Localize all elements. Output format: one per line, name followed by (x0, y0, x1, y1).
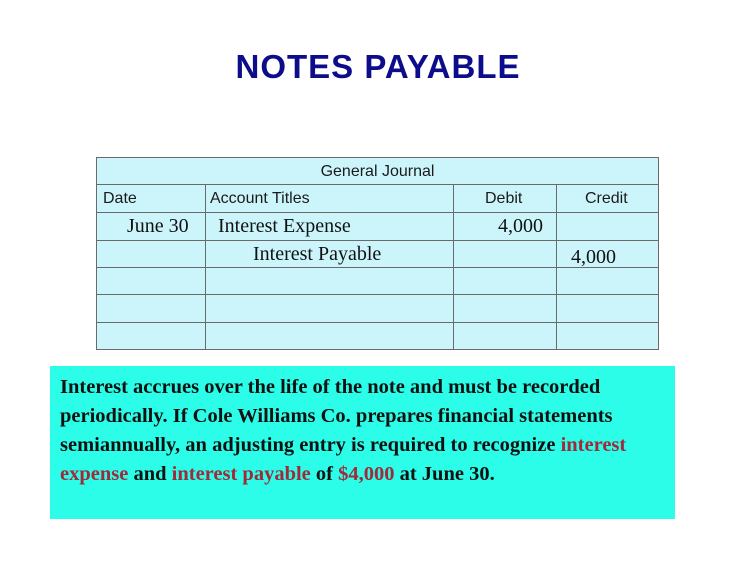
entry-account-credit: Interest Payable (253, 243, 382, 265)
column-header-date: Date (103, 190, 137, 207)
row-divider (97, 212, 658, 213)
note-highlight-interest-payable: interest payable (171, 463, 311, 485)
column-header-account-titles: Account Titles (210, 190, 310, 207)
entry-credit-amount: 4,000 (571, 246, 616, 268)
note-highlight-amount: $4,000 (338, 463, 395, 485)
column-header-debit: Debit (485, 190, 523, 207)
note-text: of (310, 463, 339, 485)
entry-date: June 30 (127, 215, 189, 237)
note-text: at June 30. (394, 463, 495, 485)
general-journal-table (96, 157, 659, 350)
column-header-credit: Credit (585, 190, 628, 207)
page-title: NOTES PAYABLE (235, 48, 521, 85)
row-divider (97, 240, 658, 241)
note-text: Interest accrues over the life of the note and must be recorded periodically. If Cole Williams Co. prepares financial statements semiannually, an adjusting entry is required to recognize (60, 376, 613, 456)
journal-heading: General Journal (97, 158, 658, 185)
entry-debit-amount: 4,000 (498, 215, 543, 237)
entry-account-debit: Interest Expense (218, 215, 351, 237)
note-text: and (128, 463, 172, 485)
column-divider (205, 185, 206, 349)
column-divider (556, 185, 557, 349)
row-divider (97, 294, 658, 295)
column-divider (453, 185, 454, 349)
note-highlight-interest-expense: interest expense (60, 434, 627, 485)
row-divider (97, 322, 658, 323)
explanation-box (50, 366, 675, 519)
